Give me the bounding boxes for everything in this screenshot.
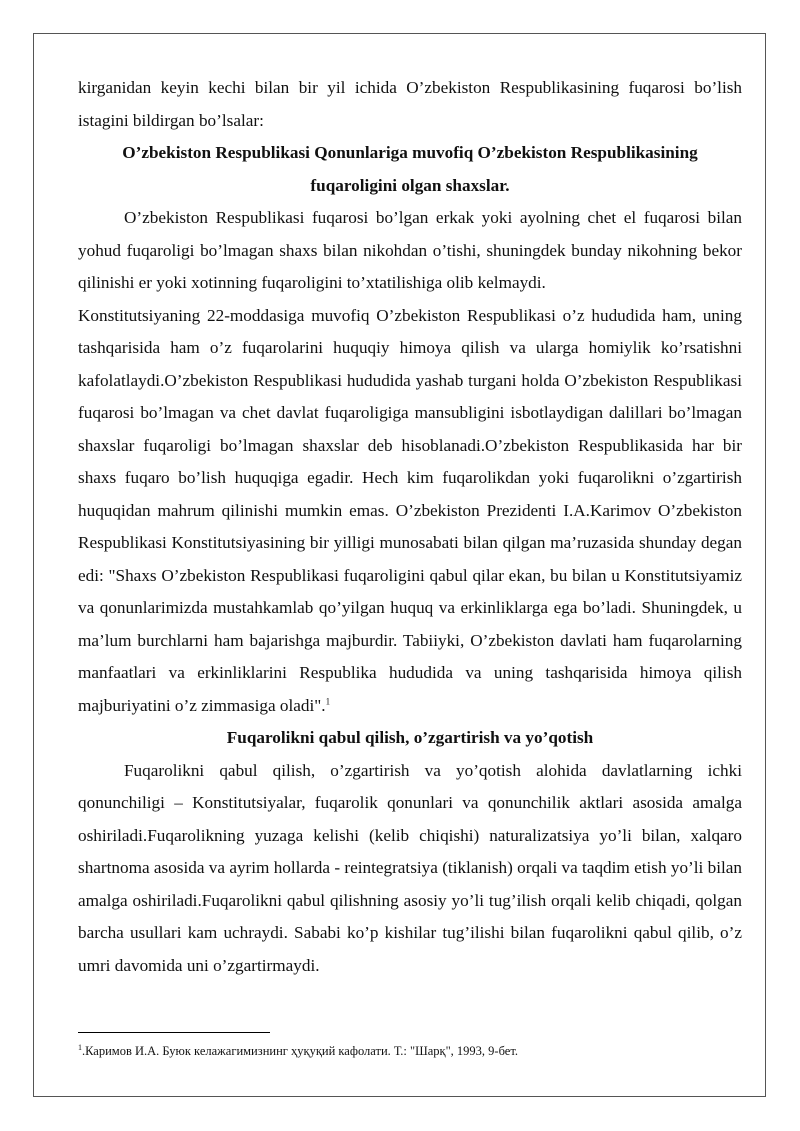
section-heading-citizenship: O’zbekiston Respublikasi Qonunlariga muvofiq O’zbekiston Respublikasining fuqaroligini olgan shaxslar.	[122, 143, 698, 195]
document-body	[78, 72, 742, 982]
paragraph-continuation: kirganidan keyin kechi bilan bir yil ichida O’zbekiston Respublikasining fuqarosi bo’lish istagini bildirgan bo’lsalar:	[78, 78, 742, 130]
paragraph-marriage: O’zbekiston Respublikasi fuqarosi bo’lgan erkak yoki ayolning chet el fuqarosi bilan yohud fuqaroligi bo’lmagan shaxs bilan nikohdan o’tishi, shuningdek bunday nikohning bekor qilinishi er yoki xotinning fuqaroligini to’xtatilishiga olib kelmaydi.	[78, 208, 742, 292]
paragraph-constitution-text: Konstitutsiyaning 22-moddasiga muvofiq O’zbekiston Respublikasi o’z hududida ham, uning tashqarisida ham o’z fuqarolarini huquqiy himoya qilish va ularga homiylik ko’rsatishni kafolatlaydi.O’zbekiston Respublikasi hududida yashab turgani holda O’zbekiston Respublikasi fuqarosi bo’lmagan va chet davlat fuqaroligiga mansubligini isbotlaydigan dalillari bo’lmagan shaxslar fuqaroligi bo’lmagan shaxslar deb hisoblanadi.O’zbekiston Respublikasida har bir shaxs fuqaro bo’lish huquqiga egadir. Hech kim fuqarolikdan yoki fuqarolikni o’zgartirish huquqidan mahrum qilinishi mumkin emas. O’zbekiston Prezidenti I.A.Karimov O’zbekiston Respublikasi Konstitutsiyasining bir yilligi munosabati bilan qilgan ma’ruzasida shunday degan edi: "Shaxs O’zbekiston Respublikasi fuqaroligini qabul qilar ekan, bu bilan u Konstitutsiyamiz va qonunlarimizda mustahkamlab qo’yilgan huquq va erkinliklarga ega bo’ladi. Shuningdek, u ma’lum burchlarni ham bajarishga majburdir. Tabiiyki, O’zbekiston davlati ham fuqarolarning manfaatlari va erkinliklarini Respublika hududida va uning tashqarisida himoya qilish majburiyatini o’z zimmasiga oladi".	[78, 305, 742, 715]
section-heading-acquisition: Fuqarolikni qabul qilish, o’zgartirish va yo’qotish	[226, 728, 594, 747]
footnote-separator	[78, 1032, 270, 1033]
footnote	[78, 1040, 742, 1059]
paragraph-acquisition: Fuqarolikni qabul qilish, o’zgartirish va yo’qotish alohida davlatlarning ichki qonunchiligi – Konstitutsiyalar, fuqarolik qonunlari va qonunchilik aktlari asosida amalga oshiriladi.Fuqarolikning yuzaga kelishi (kelib chiqishi) naturalizatsiya yo’li bilan, xalqaro shartnoma asosida va ayrim hollarda - reintegratsiya (tiklanish) orqali va taqdim etish yo’li bilan amalga oshiriladi.Fuqarolikni qabul qilishning asosiy yo’li tug’ilish orqali kelib chiqadi, qolgan barcha usullari kam uchraydi. Sababi ko’p kishilar tug’ilishi bilan fuqarolikni qabul qilib, o’z umri davomida uni o’zgartirmaydi.	[78, 760, 742, 975]
footnote-reference[interactable]: 1	[325, 695, 331, 706]
footnote-mark: 1	[78, 1043, 82, 1052]
paragraph-constitution	[78, 300, 742, 723]
footnote-text: .Каримов И.А. Буюк келажагимизнинг ҳуқуқий кафолати. Т.: "Шарқ", 1993, 9-бет.	[82, 1044, 518, 1059]
